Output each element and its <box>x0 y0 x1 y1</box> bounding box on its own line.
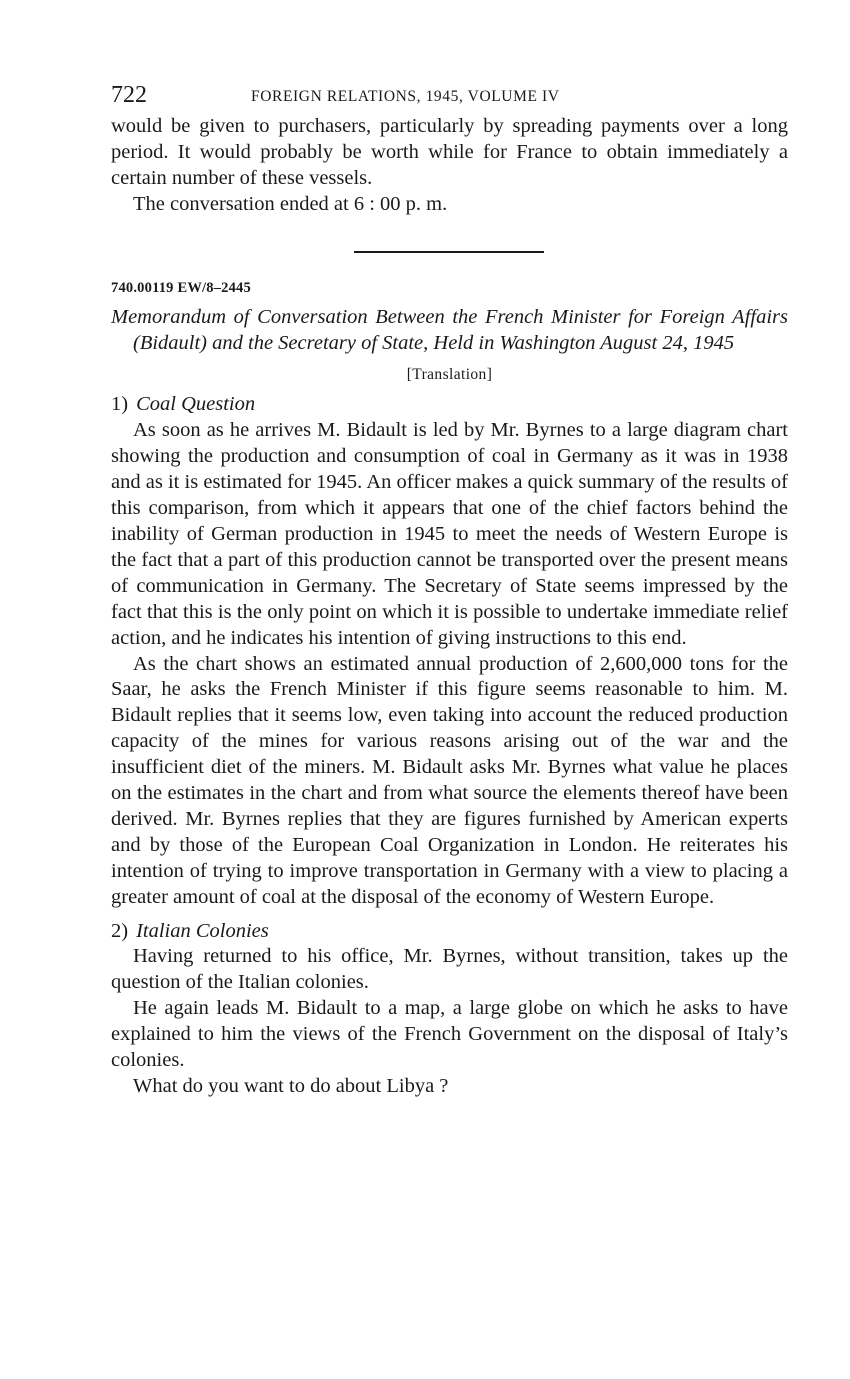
document-page <box>111 80 788 1100</box>
page-header <box>111 80 788 114</box>
section-heading-italian-colonies <box>111 919 788 945</box>
body-paragraph: Having returned to his office, Mr. Byrnes, without transition, takes up the question of the Italian colonies. <box>111 945 788 994</box>
section-heading-coal <box>111 392 788 418</box>
translation-note: [Translation] <box>406 366 493 384</box>
conversation-end-note: The conversation ended at 6 : 00 p. m. <box>133 192 448 215</box>
page-number: 722 <box>111 82 147 108</box>
body-paragraph: What do you want to do about Libya ? <box>133 1075 449 1097</box>
body-paragraph: As soon as he arrives M. Bidault is led by Mr. Byrnes to a large diagram chart showing the production and consumption of coal in Germany as it was in 1938 and as it is estimated for 1945. An officer makes a quick summary of the results of this comparison, from which it appears that one of the chief factors behind the inability of German production in 1945 to meet the needs of Western Europe is the fact that a part of this production cannot be transported over the present means of communication in Germany. The Secretary of State seems impressed by the fact that this is the only point on which it is possible to undertake immediate relief action, and he indicates his intention of giving instructions to this end. <box>111 419 788 649</box>
body-paragraph: He again leads M. Bidault to a map, a large globe on which he asks to have explained to him the views of the French Government on the disposal of Italy’s colonies. <box>111 997 788 1072</box>
body-paragraph: As the chart shows an estimated annual production of 2,600,000 tons for the Saar, he asks the French Minister if this figure seems reasonable to him. M. Bidault replies that it seems low, even taking into account the reduced production capacity of the mines for various reasons arising out of the war and the insufficient diet of the miners. M. Bidault asks Mr. Byrnes what value he places on the estimates in the chart and from what source the elements thereof have been derived. Mr. Byrnes replies that they are figures furnished by American experts and by those of the European Coal Organization in London. He reiterates his intention of trying to improve transportation in Germany with a view to placing a greater amount of coal at the disposal of the economy of Western Europe. <box>111 652 788 908</box>
section-divider <box>354 251 544 253</box>
section-title: Coal Question <box>136 393 256 416</box>
section-title: Italian Colonies <box>136 919 269 942</box>
running-head: FOREIGN RELATIONS, 1945, VOLUME IV <box>251 88 560 105</box>
file-number: 740.00119 EW/8–2445 <box>111 279 251 296</box>
document-title: Memorandum of Conversation Between the French Minister for Foreign Affairs (Bidault) and the Secretary of State, Held in Washington August 24, 1945 <box>111 305 788 354</box>
section-number: 1) <box>111 393 129 416</box>
continuation-paragraph: would be given to purchasers, particularly by spreading payments over a long period. It would probably be worth while for France to obtain immediately a certain number of these vessels. <box>111 115 788 189</box>
section-number: 2) <box>111 919 129 942</box>
